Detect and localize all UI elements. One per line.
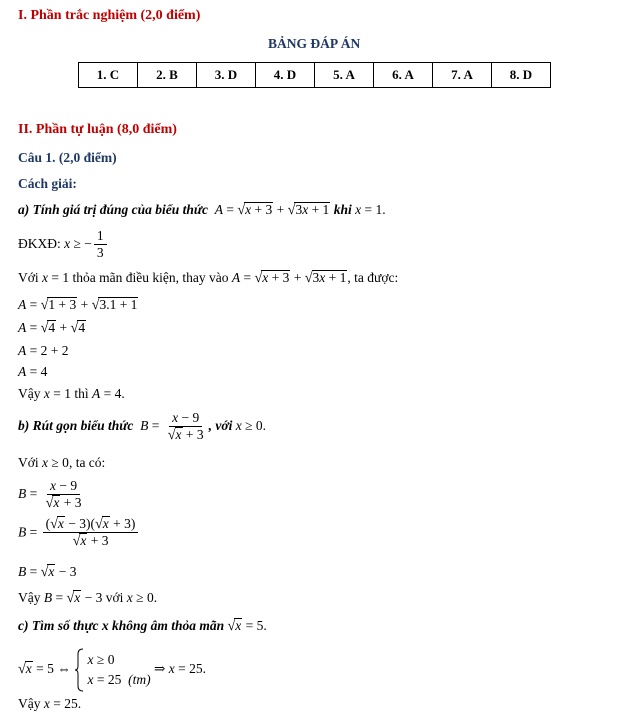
c-conclusion: Vậy x = 25. <box>18 696 82 711</box>
a-intro-text-1: Với <box>18 270 39 285</box>
b-intro-end: , ta có: <box>68 455 106 470</box>
b-intro-text: Với <box>18 455 39 470</box>
b-step-3: B = √x − 3 <box>18 564 77 580</box>
answer-cell: 1. C <box>79 63 138 88</box>
answer-cell: 7. A <box>433 63 492 88</box>
c-conclusion-text: Vậy <box>18 696 41 711</box>
method-heading: Cách giải: <box>18 176 77 191</box>
part-c-title-text: c) Tìm số thực x không âm thỏa mãn <box>18 618 225 633</box>
a-intro-text-3: , ta được: <box>347 270 399 285</box>
b-step-2: B = $\frac{(√x - 3)(√x + 3)}{√x + 3}$ <box>18 516 140 551</box>
part-a-khi: khi <box>333 202 352 217</box>
a-step-2: A = √4 + √4 <box>18 320 86 336</box>
b-conclusion-text: Vậy <box>18 590 41 605</box>
answer-cell: 3. D <box>197 63 256 88</box>
part-a-title: a) Tính giá trị đúng của biểu thức A = √x + 3 + √3x + 1 khi x = 1. <box>18 202 386 218</box>
a-conclusion-text-2: thì <box>74 386 89 401</box>
answer-cell: 5. A <box>315 63 374 88</box>
a-intro-text-2: thỏa mãn điều kiện, thay vào <box>72 270 229 285</box>
answer-cell: 6. A <box>374 63 433 88</box>
b-conclusion: Vậy B = √x − 3 với x ≥ 0. <box>18 590 158 606</box>
c-solution: √x = 5 ⇔ x ≥ 0 x = 25 (tm) ⇒ x = 25. <box>18 648 206 692</box>
b-step-1: B = $\frac{x - 9}{√x + 3}$ <box>18 478 82 511</box>
dkxd-label: ĐKXĐ: <box>18 235 61 251</box>
a-step-1: A = √1 + 3 + √3.1 + 1 <box>18 297 138 313</box>
question-1-heading: Câu 1. (2,0 điểm) <box>18 150 117 165</box>
substitution-intro: Với x = 1 thỏa mãn điều kiện, thay vào A = √x + 3 + √3x + 1, ta được: <box>18 270 399 286</box>
dkxd-line: ĐKXĐ: x ≥ − $\frac{1}{3}$ <box>18 228 109 261</box>
part-b-title-text: b) Rút gọn biểu thức <box>18 418 134 434</box>
part-c-title: c) Tìm số thực x không âm thỏa mãn √x = 5. <box>18 618 267 634</box>
answer-table-title: BẢNG ĐÁP ÁN <box>268 36 361 51</box>
part-a-title-text: a) Tính giá trị đúng của biểu thức <box>18 202 208 217</box>
a-conclusion-text-1: Vậy <box>18 386 41 401</box>
answer-table <box>78 62 551 88</box>
answer-cell: 4. D <box>256 63 315 88</box>
part-b-with: , với <box>208 418 233 434</box>
a-step-3: A = 2 + 2 <box>18 343 69 358</box>
part2-heading: II. Phần tự luận (8,0 điểm) <box>18 122 177 137</box>
b-intro: Với x ≥ 0, ta có: <box>18 455 106 470</box>
a-step-4: A = 4 <box>18 364 48 379</box>
left-brace-icon <box>74 648 84 692</box>
b-conclusion-with: với <box>105 590 124 605</box>
answer-cell: 8. D <box>492 63 551 88</box>
a-conclusion: Vậy x = 1 thì A = 4. <box>18 386 125 401</box>
part1-heading: I. Phần trắc nghiệm (2,0 điểm) <box>18 8 201 23</box>
c-tm-note: (tm) <box>128 672 151 687</box>
part-b-title: b) Rút gọn biểu thức B = $\frac{x - 9}{√x + 3}$ , với x ≥ 0. <box>18 410 267 443</box>
c-system: x ≥ 0 x = 25 (tm) <box>87 652 151 687</box>
answer-cell: 2. B <box>138 63 197 88</box>
